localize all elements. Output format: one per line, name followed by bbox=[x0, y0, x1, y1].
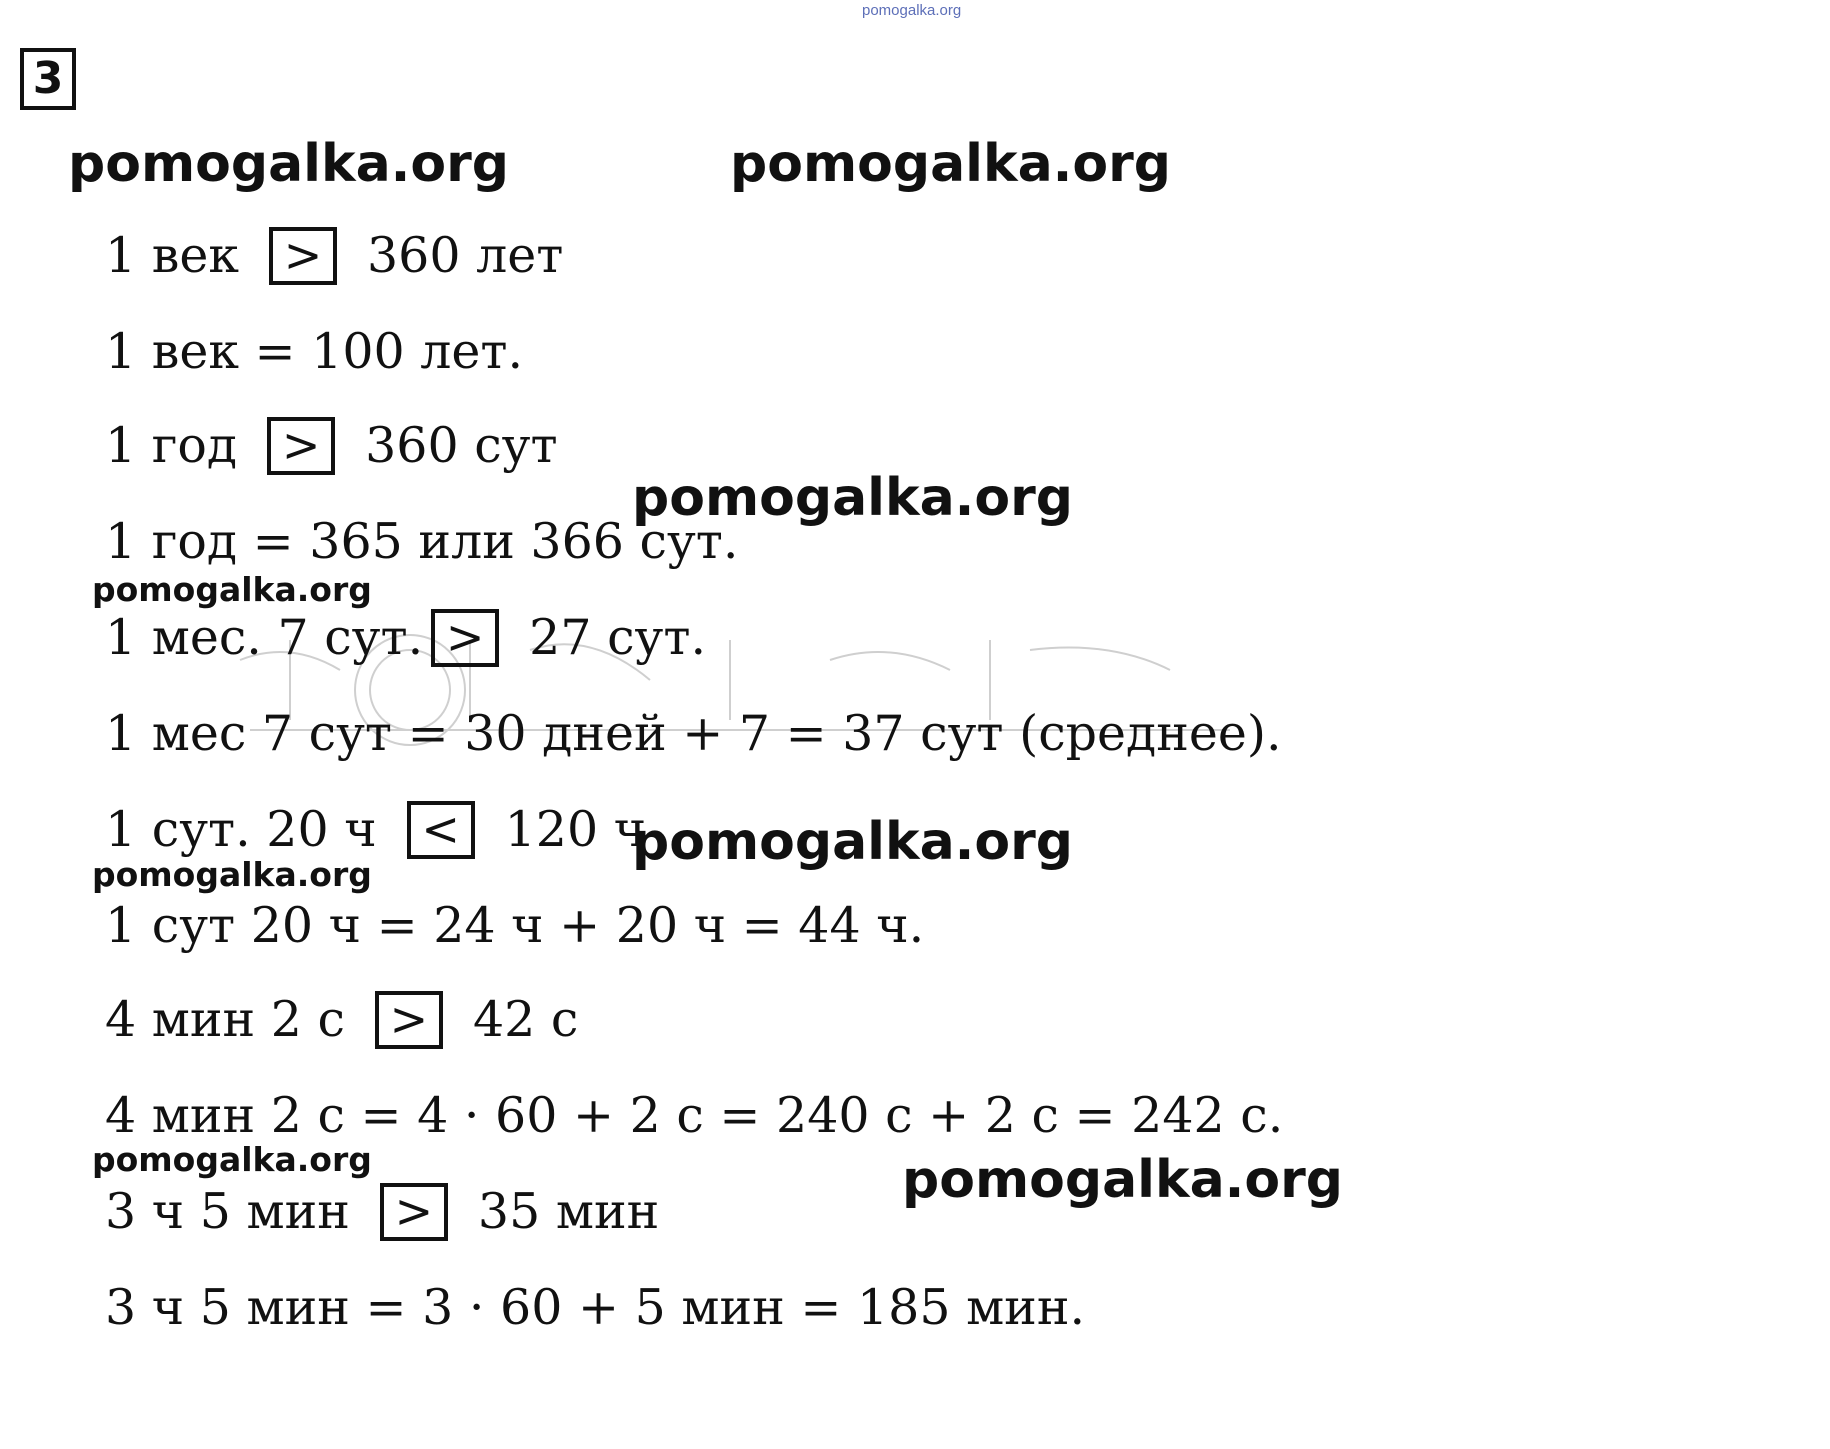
comparison-row-day bbox=[105, 800, 646, 860]
comparison-row-century bbox=[105, 226, 563, 286]
watermark: pomogalka.org bbox=[632, 812, 1074, 872]
comparison-sign-box: > bbox=[431, 609, 499, 667]
comparison-row-month bbox=[105, 608, 706, 668]
comparison-sign-box: < bbox=[407, 801, 475, 859]
comparison-sign-box: > bbox=[269, 227, 337, 285]
watermark: pomogalka.org bbox=[68, 134, 510, 194]
left-value: 1 мес. 7 сут. bbox=[105, 609, 424, 666]
explanation-row: 4 мин 2 с = 4 · 60 + 2 с = 240 с + 2 с = 242 с. bbox=[105, 1087, 1284, 1144]
site-mark: pomogalka.org bbox=[862, 2, 962, 19]
comparison-sign-box: > bbox=[267, 417, 335, 475]
right-value: 27 сут. bbox=[529, 609, 707, 666]
explanation-row: 1 год = 365 или 366 сут. bbox=[105, 513, 739, 570]
left-value: 1 сут. 20 ч bbox=[105, 801, 377, 858]
left-value: 1 год bbox=[105, 417, 238, 474]
watermark: pomogalka.org bbox=[92, 855, 372, 894]
left-value: 3 ч 5 мин bbox=[105, 1183, 350, 1240]
watermark: pomogalka.org bbox=[92, 1140, 372, 1179]
right-value: 120 ч bbox=[504, 801, 647, 858]
watermark: pomogalka.org bbox=[92, 570, 372, 609]
watermark: pomogalka.org bbox=[632, 468, 1074, 528]
comparison-row-minutes bbox=[105, 990, 578, 1050]
explanation-row: 1 сут 20 ч = 24 ч + 20 ч = 44 ч. bbox=[105, 897, 925, 954]
explanation-row: 1 век = 100 лет. bbox=[105, 323, 524, 380]
explanation-row: 1 мес 7 сут = 30 дней + 7 = 37 сут (среднее). bbox=[105, 705, 1282, 762]
right-value: 360 лет bbox=[366, 227, 564, 284]
left-value: 1 век bbox=[105, 227, 239, 284]
comparison-row-hours bbox=[105, 1182, 659, 1242]
right-value: 35 мин bbox=[477, 1183, 660, 1240]
right-value: 360 сут bbox=[365, 417, 558, 474]
watermark: pomogalka.org bbox=[902, 1150, 1344, 1210]
left-value: 4 мин 2 с bbox=[105, 991, 345, 1048]
right-value: 42 с bbox=[472, 991, 579, 1048]
comparison-row-year bbox=[105, 416, 558, 476]
task-number: 3 bbox=[20, 48, 76, 110]
comparison-sign-box: > bbox=[380, 1183, 448, 1241]
explanation-row: 3 ч 5 мин = 3 · 60 + 5 мин = 185 мин. bbox=[105, 1279, 1086, 1336]
watermark: pomogalka.org bbox=[730, 134, 1172, 194]
comparison-sign-box: > bbox=[375, 991, 443, 1049]
